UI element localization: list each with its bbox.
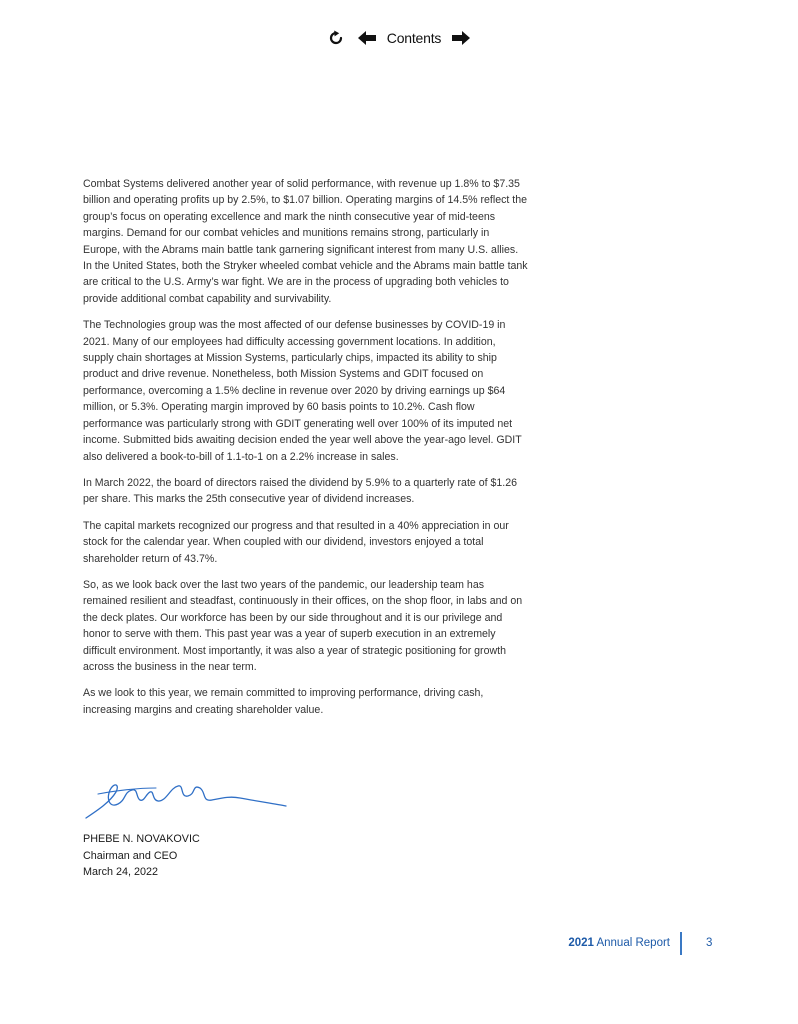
signature-image: [80, 774, 300, 826]
report-label: Annual Report: [596, 937, 670, 949]
arrow-right-icon: [452, 31, 470, 45]
report-year: 2021: [568, 937, 594, 949]
paragraph-pandemic-reflection: So, as we look back over the last two years of the pandemic, our leadership team has remained resilient and steadfast, continuously in their offices, on the shop floor, in labs and on the deck plates. Our workforce has been by our side throughout and it is our privilege and honor to serve with them. This past year was a year of superb execution in an extremely difficult environment. Most importantly, it was also a year of strategic positioning for growth across the business in the near term.: [83, 578, 523, 673]
paragraph-dividend: In March 2022, the board of directors raised the dividend by 5.9% to a quarterly rate of $1.26 per share. This marks the 25th consecutive year of dividend increases.: [83, 476, 518, 506]
letter-body: [83, 176, 529, 728]
signer-name: PHEBE N. NOVAKOVIC: [83, 833, 200, 845]
paragraph-outlook: As we look to this year, we remain committed to improving performance, driving cash, increasing margins and creating shareholder value.: [83, 687, 484, 716]
previous-page-button[interactable]: [358, 31, 376, 45]
next-page-button[interactable]: [452, 31, 470, 45]
paragraph-technologies: The Technologies group was the most affected of our defense businesses by COVID-19 in 2021. Many of our employees had difficulty accessing government locations. In addition, supply chain shortages at Mission Systems, particularly chips, impacted its ability to ship product and drive revenue. Nonetheless, both Mission Systems and GDIT focused on performance, overcoming a 1.5% decline in revenue over 2020 by driving earnings up $64 million, or 5.3%. Operating margin improved by 60 basis points to 10.2%. Cash flow performance was particularly strong with GDIT generating well over 100% of its imputed net income. Submitted bids awaiting decision ended the year well above the year-ago level. GDIT also delivered a book-to-bill of 1.1-to-1 on a 2.2% increase in sales.: [83, 319, 522, 463]
arrow-left-icon: [358, 31, 376, 45]
report-title: [568, 937, 670, 949]
paragraph-combat-systems: Combat Systems delivered another year of solid performance, with revenue up 1.8% to $7.35 billion and operating profits up by 2.5%, to $1.07 billion. Operating margins of 14.5% reflect the group’s focus on operating excellence and mark the ninth consecutive year of mid-teens margins. Demand for our combat vehicles and munitions remains strong, particularly in Europe, with the Abrams main battle tank garnering significant interest from many U.S. allies. In the United States, both the Stryker wheeled combat vehicle and the Abrams main battle tank are critical to the U.S. Army’s war fight. We are in the process of upgrading both vehicles to provide additional combat capability and survivability.: [83, 178, 528, 305]
footer-divider: [680, 932, 682, 955]
page-footer: [0, 932, 798, 956]
signer-title: Chairman and CEO: [83, 849, 178, 862]
contents-link[interactable]: Contents: [386, 30, 442, 46]
letter-date: March 24, 2022: [83, 866, 159, 879]
paragraph-capital-markets: The capital markets recognized our progress and that resulted in a 40% appreciation in our stock for the calendar year. When coupled with our dividend, investors enjoyed a total shareholder return of 43.7%.: [83, 519, 509, 565]
contents-navigation: [0, 30, 798, 46]
signoff-block: [83, 831, 200, 881]
page-number: 3: [706, 937, 713, 949]
reload-icon[interactable]: [328, 30, 344, 46]
